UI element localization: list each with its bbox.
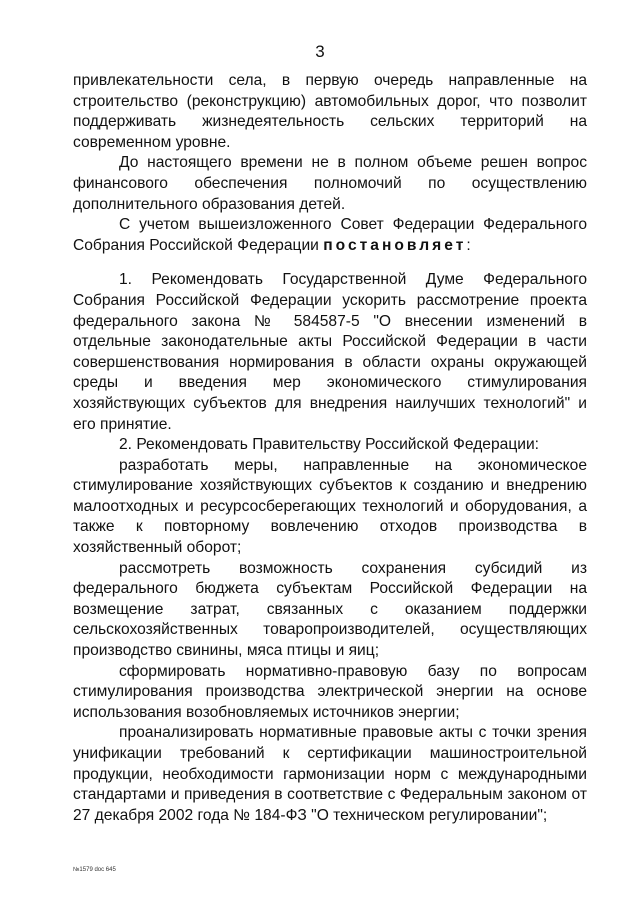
paragraph-legal-base: сформировать нормативно-правовую базу по вопросам стимулирования производства электрической энергии на основе использования возобновляемых источников энергии; xyxy=(73,662,587,721)
paragraph-item-2: 2. Рекомендовать Правительству Российской Федерации: xyxy=(119,436,540,454)
paragraph-develop-measures: разработать меры, направленные на экономическое стимулирование хозяйствующих субъектов к созданию и внедрению малоотходных и ресурсосберегающих технологий и оборудования, а также к повторному вовлечению отходов производства в хозяйственный оборот; xyxy=(73,456,587,557)
paragraph-item-1: 1. Рекомендовать Государственной Думе Федерального Собрания Российской Федерации ускорить рассмотрение проекта федерального закона № 584587-5 "О внесении изменений в отдельные законодательные акты Российской Федерации в части совершенствования нормирования в области охраны окружающей среды и введения мер экономического стимулирования хозяйствующих субъектов для внедрения наилучших технологий" и его принятие. xyxy=(73,271,587,433)
paragraph-continuation: привлекательности села, в первую очередь направленные на строительство (реконструкцию) автомобильных дорог, что позволит поддерживать жизнедеятельность сельских территорий на современном уровне. xyxy=(73,72,587,151)
resolution-keyword: постановляет xyxy=(323,236,467,254)
document-body xyxy=(73,71,587,826)
paragraph-resolution xyxy=(73,215,587,256)
resolution-tail: : xyxy=(466,236,471,254)
paragraph-education-funding: До настоящего времени не в полном объеме решен вопрос финансового обеспечения полномочий по осуществлению дополнительного образования детей. xyxy=(73,154,587,213)
paragraph-analyze-acts: проанализировать нормативные правовые акты с точки зрения унификации требований к сертификации машиностроительной продукции, необходимости гармонизации норм с международными стандартами и приведения в соответствие с Федеральным законом от 27 декабря 2002 года № 184-ФЗ "О техническом регулировании"; xyxy=(73,724,587,824)
resolution-lead: С учетом вышеизложенного Совет Федерации Федерального Собрания Российской Федерации xyxy=(73,216,587,254)
page-number: 3 xyxy=(315,42,325,61)
paragraph-consider-subsidies: рассмотреть возможность сохранения субсидий из федерального бюджета субъектам Российской Федерации на возмещение затрат, связанных с оказанием поддержки сельскохозяйственных товаропроизводителей, осуществляющих производство свинины, мяса птицы и яиц; xyxy=(73,559,587,660)
footer-document-code: №1579 doc 645 xyxy=(73,867,116,873)
